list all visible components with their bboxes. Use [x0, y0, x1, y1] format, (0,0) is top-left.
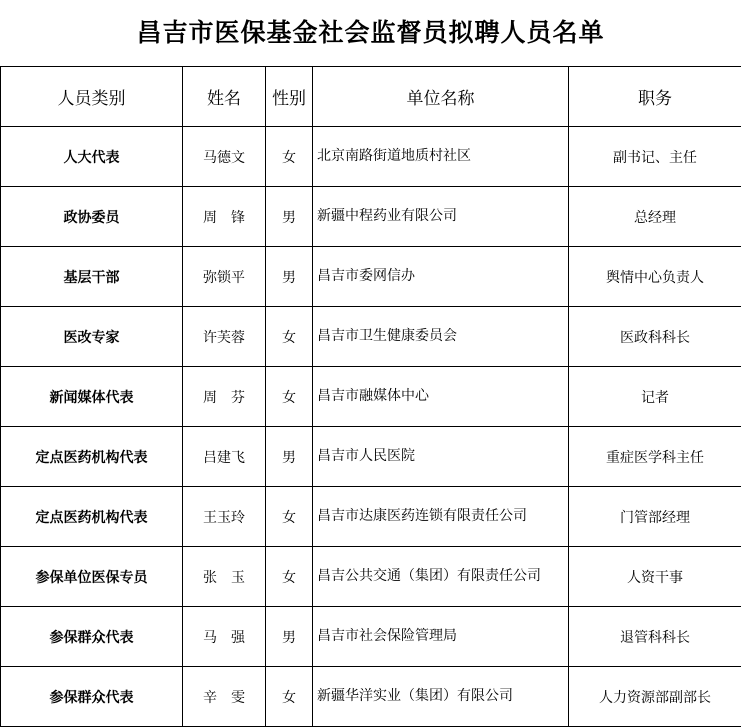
cell-gender: 女 [266, 487, 313, 547]
cell-gender: 男 [266, 187, 313, 247]
cell-org: 昌吉市达康医药连锁有限责任公司 [313, 487, 569, 547]
cell-org: 昌吉市人民医院 [313, 427, 569, 487]
cell-position: 记者 [569, 367, 741, 427]
cell-name: 许芙蓉 [183, 307, 266, 367]
cell-category: 定点医药机构代表 [1, 427, 183, 487]
cell-org: 昌吉公共交通（集团）有限责任公司 [313, 547, 569, 607]
cell-position: 人力资源部副部长 [569, 667, 741, 727]
cell-name: 周 芬 [183, 367, 266, 427]
cell-org: 昌吉市卫生健康委员会 [313, 307, 569, 367]
header-name: 姓名 [183, 67, 266, 127]
table-row [1, 187, 741, 247]
header-org: 单位名称 [313, 67, 569, 127]
cell-org: 北京南路街道地质村社区 [313, 127, 569, 187]
cell-position: 医政科科长 [569, 307, 741, 367]
cell-position: 舆情中心负责人 [569, 247, 741, 307]
cell-name: 马 强 [183, 607, 266, 667]
cell-org: 昌吉市融媒体中心 [313, 367, 569, 427]
cell-category: 人大代表 [1, 127, 183, 187]
cell-org: 昌吉市委网信办 [313, 247, 569, 307]
cell-category: 参保群众代表 [1, 667, 183, 727]
cell-gender: 女 [266, 127, 313, 187]
cell-position: 总经理 [569, 187, 741, 247]
cell-position: 副书记、主任 [569, 127, 741, 187]
cell-name: 辛 雯 [183, 667, 266, 727]
header-category: 人员类别 [1, 67, 183, 127]
cell-category: 新闻媒体代表 [1, 367, 183, 427]
cell-position: 重症医学科主任 [569, 427, 741, 487]
table-row [1, 607, 741, 667]
table-row [1, 427, 741, 487]
cell-position: 人资干事 [569, 547, 741, 607]
cell-category: 参保群众代表 [1, 607, 183, 667]
header-position: 职务 [569, 67, 741, 127]
table-row [1, 307, 741, 367]
cell-position: 退管科科长 [569, 607, 741, 667]
cell-category: 政协委员 [1, 187, 183, 247]
cell-name: 弥锁平 [183, 247, 266, 307]
personnel-table [0, 66, 741, 727]
cell-name: 张 玉 [183, 547, 266, 607]
cell-name: 吕建飞 [183, 427, 266, 487]
document-title: 昌吉市医保基金社会监督员拟聘人员名单 [0, 0, 741, 66]
table-row [1, 247, 741, 307]
table-header-row [1, 67, 741, 127]
table-row [1, 487, 741, 547]
cell-category: 基层干部 [1, 247, 183, 307]
header-gender: 性别 [266, 67, 313, 127]
table-row [1, 367, 741, 427]
cell-gender: 男 [266, 607, 313, 667]
table-row [1, 127, 741, 187]
cell-org: 新疆中程药业有限公司 [313, 187, 569, 247]
cell-org: 昌吉市社会保险管理局 [313, 607, 569, 667]
cell-gender: 女 [266, 667, 313, 727]
cell-category: 参保单位医保专员 [1, 547, 183, 607]
cell-gender: 女 [266, 547, 313, 607]
cell-gender: 男 [266, 427, 313, 487]
cell-gender: 女 [266, 307, 313, 367]
cell-name: 周 锋 [183, 187, 266, 247]
cell-category: 定点医药机构代表 [1, 487, 183, 547]
cell-gender: 男 [266, 247, 313, 307]
table-row [1, 547, 741, 607]
cell-gender: 女 [266, 367, 313, 427]
cell-org: 新疆华洋实业（集团）有限公司 [313, 667, 569, 727]
table-row [1, 667, 741, 727]
cell-category: 医改专家 [1, 307, 183, 367]
cell-position: 门管部经理 [569, 487, 741, 547]
cell-name: 马德文 [183, 127, 266, 187]
cell-name: 王玉玲 [183, 487, 266, 547]
